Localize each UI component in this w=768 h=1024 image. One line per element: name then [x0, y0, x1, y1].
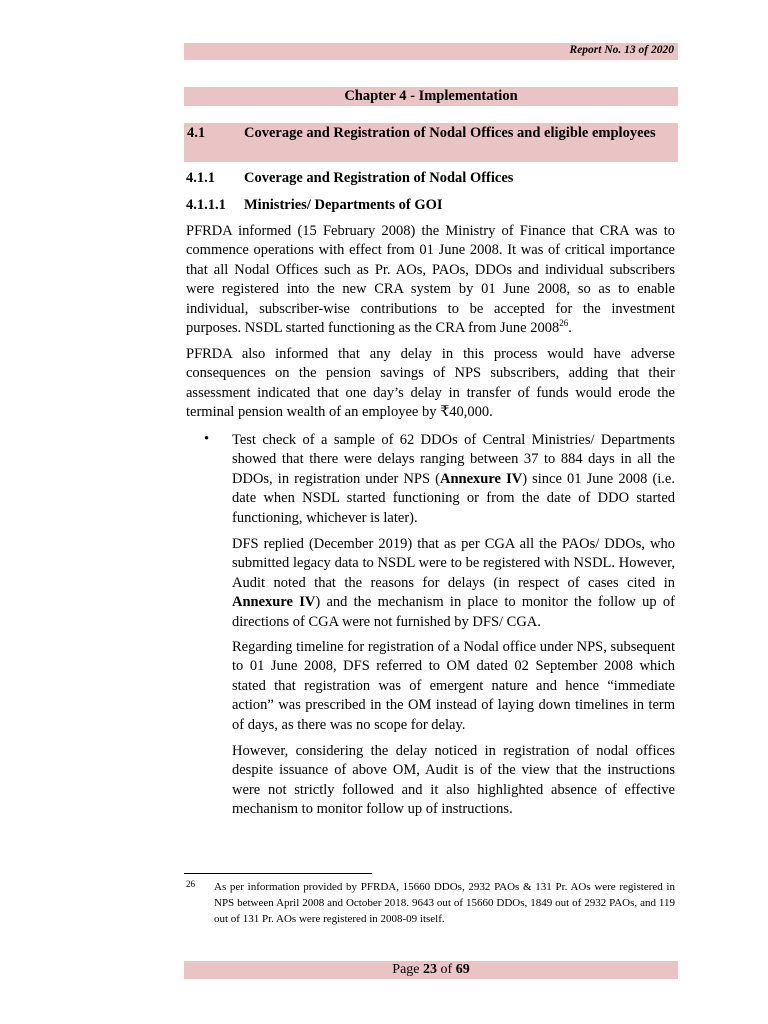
bullet-test-check [232, 431, 675, 528]
section-number: 4.1.1.1 [186, 197, 226, 213]
footnote-reference[interactable]: 26 [559, 318, 569, 329]
bullet-icon: • [204, 431, 210, 447]
section-number: 4.1.1 [186, 170, 215, 186]
paragraph-end: . [568, 320, 572, 337]
section-title: Ministries/ Departments of GOI [244, 197, 443, 213]
footnote-divider [184, 873, 372, 874]
annexure-reference: Annexure IV [232, 594, 316, 611]
paragraph-audit-view: However, considering the delay noticed in registration of nodal offices despite issuance of above OM, Audit is of the view that the instructions were not strictly followed and it also highlighted absence of effective mechanism to monitor follow up of instructions. [232, 743, 675, 818]
page-footer [184, 961, 678, 979]
paragraph-text: DFS replied (December 2019) that as per CGA all the PAOs/ DDOs, who submitted legacy data to NSDL were to be registered with NSDL. However, Audit noted that the reasons for delays (in respect of cases cited in [232, 536, 675, 591]
paragraph-text: ) and the mechanism in place to monitor the follow up of directions of CGA were not furnished by DFS/ CGA. [232, 594, 675, 630]
paragraph-cra-commencement [186, 222, 675, 338]
section-4-1-1-1-heading [186, 197, 443, 214]
paragraph-text: PFRDA informed (15 February 2008) the Ministry of Finance that CRA was to commence operations with effect from 01 June 2008. It was of critical importance that all Nodal Offices such as Pr. AOs, PAOs, DDOs and individual subscribers were registered into the new CRA system by 01 June 2008, so as to enable individual, subscriber-wise contributions to be accepted for the investment purposes. NSDL started functioning as the CRA from June 2008 [186, 223, 675, 337]
section-4-1-heading [184, 123, 678, 162]
of-label: of [440, 962, 453, 977]
bullet-text: Test check of a sample of 62 DDOs of Central Ministries/ Departments showed that there were delays ranging between 37 to 884 days in all the DDOs, in registration under NPS ( [232, 432, 675, 487]
paragraph-delay-consequences: PFRDA also informed that any delay in this process would have adverse consequences on the pension savings of NPS subscribers, adding that their assessment indicated that one day’s delay in transfer of funds would erode the terminal pension wealth of an employee by ₹40,000. [186, 346, 675, 421]
current-page: 23 [423, 962, 438, 977]
total-pages: 69 [455, 962, 470, 977]
report-number: Report No. 13 of 2020 [569, 44, 674, 56]
section-4-1-1-heading [186, 170, 513, 187]
chapter-title: Chapter 4 - Implementation [184, 87, 678, 106]
paragraph-dfs-reply [232, 535, 675, 632]
section-title: Coverage and Registration of Nodal Offices and eligible employees [244, 125, 656, 141]
page-label: Page [392, 962, 420, 977]
footnote-text: As per information provided by PFRDA, 15660 DDOs, 2932 PAOs & 131 Pr. AOs were registered in NPS between April 2008 and October 2018. 9643 out of 15660 DDOs, 1849 out of 2932 PAOs, and 119 out of 131 Pr. AOs were registered in 2008-09 itself. [214, 881, 675, 926]
annexure-reference: Annexure IV [440, 470, 523, 487]
paragraph-timeline: Regarding timeline for registration of a Nodal office under NPS, subsequent to 01 June 2008, DFS referred to OM dated 02 September 2008 which stated that registration was of emergent nature and hence “immediate action” was prescribed in the OM instead of laying down timelines in term of days, as there was no scope for delay. [232, 639, 675, 733]
header-band [184, 43, 678, 60]
section-number: 4.1 [187, 125, 206, 141]
footnote-number: 26 [186, 879, 195, 889]
section-title: Coverage and Registration of Nodal Offices [244, 170, 514, 186]
bullet-text: ) since 01 June 2008 (i.e. date when NSDL started functioning or from the date of DDO started functioning, whichever is later). [232, 470, 675, 526]
